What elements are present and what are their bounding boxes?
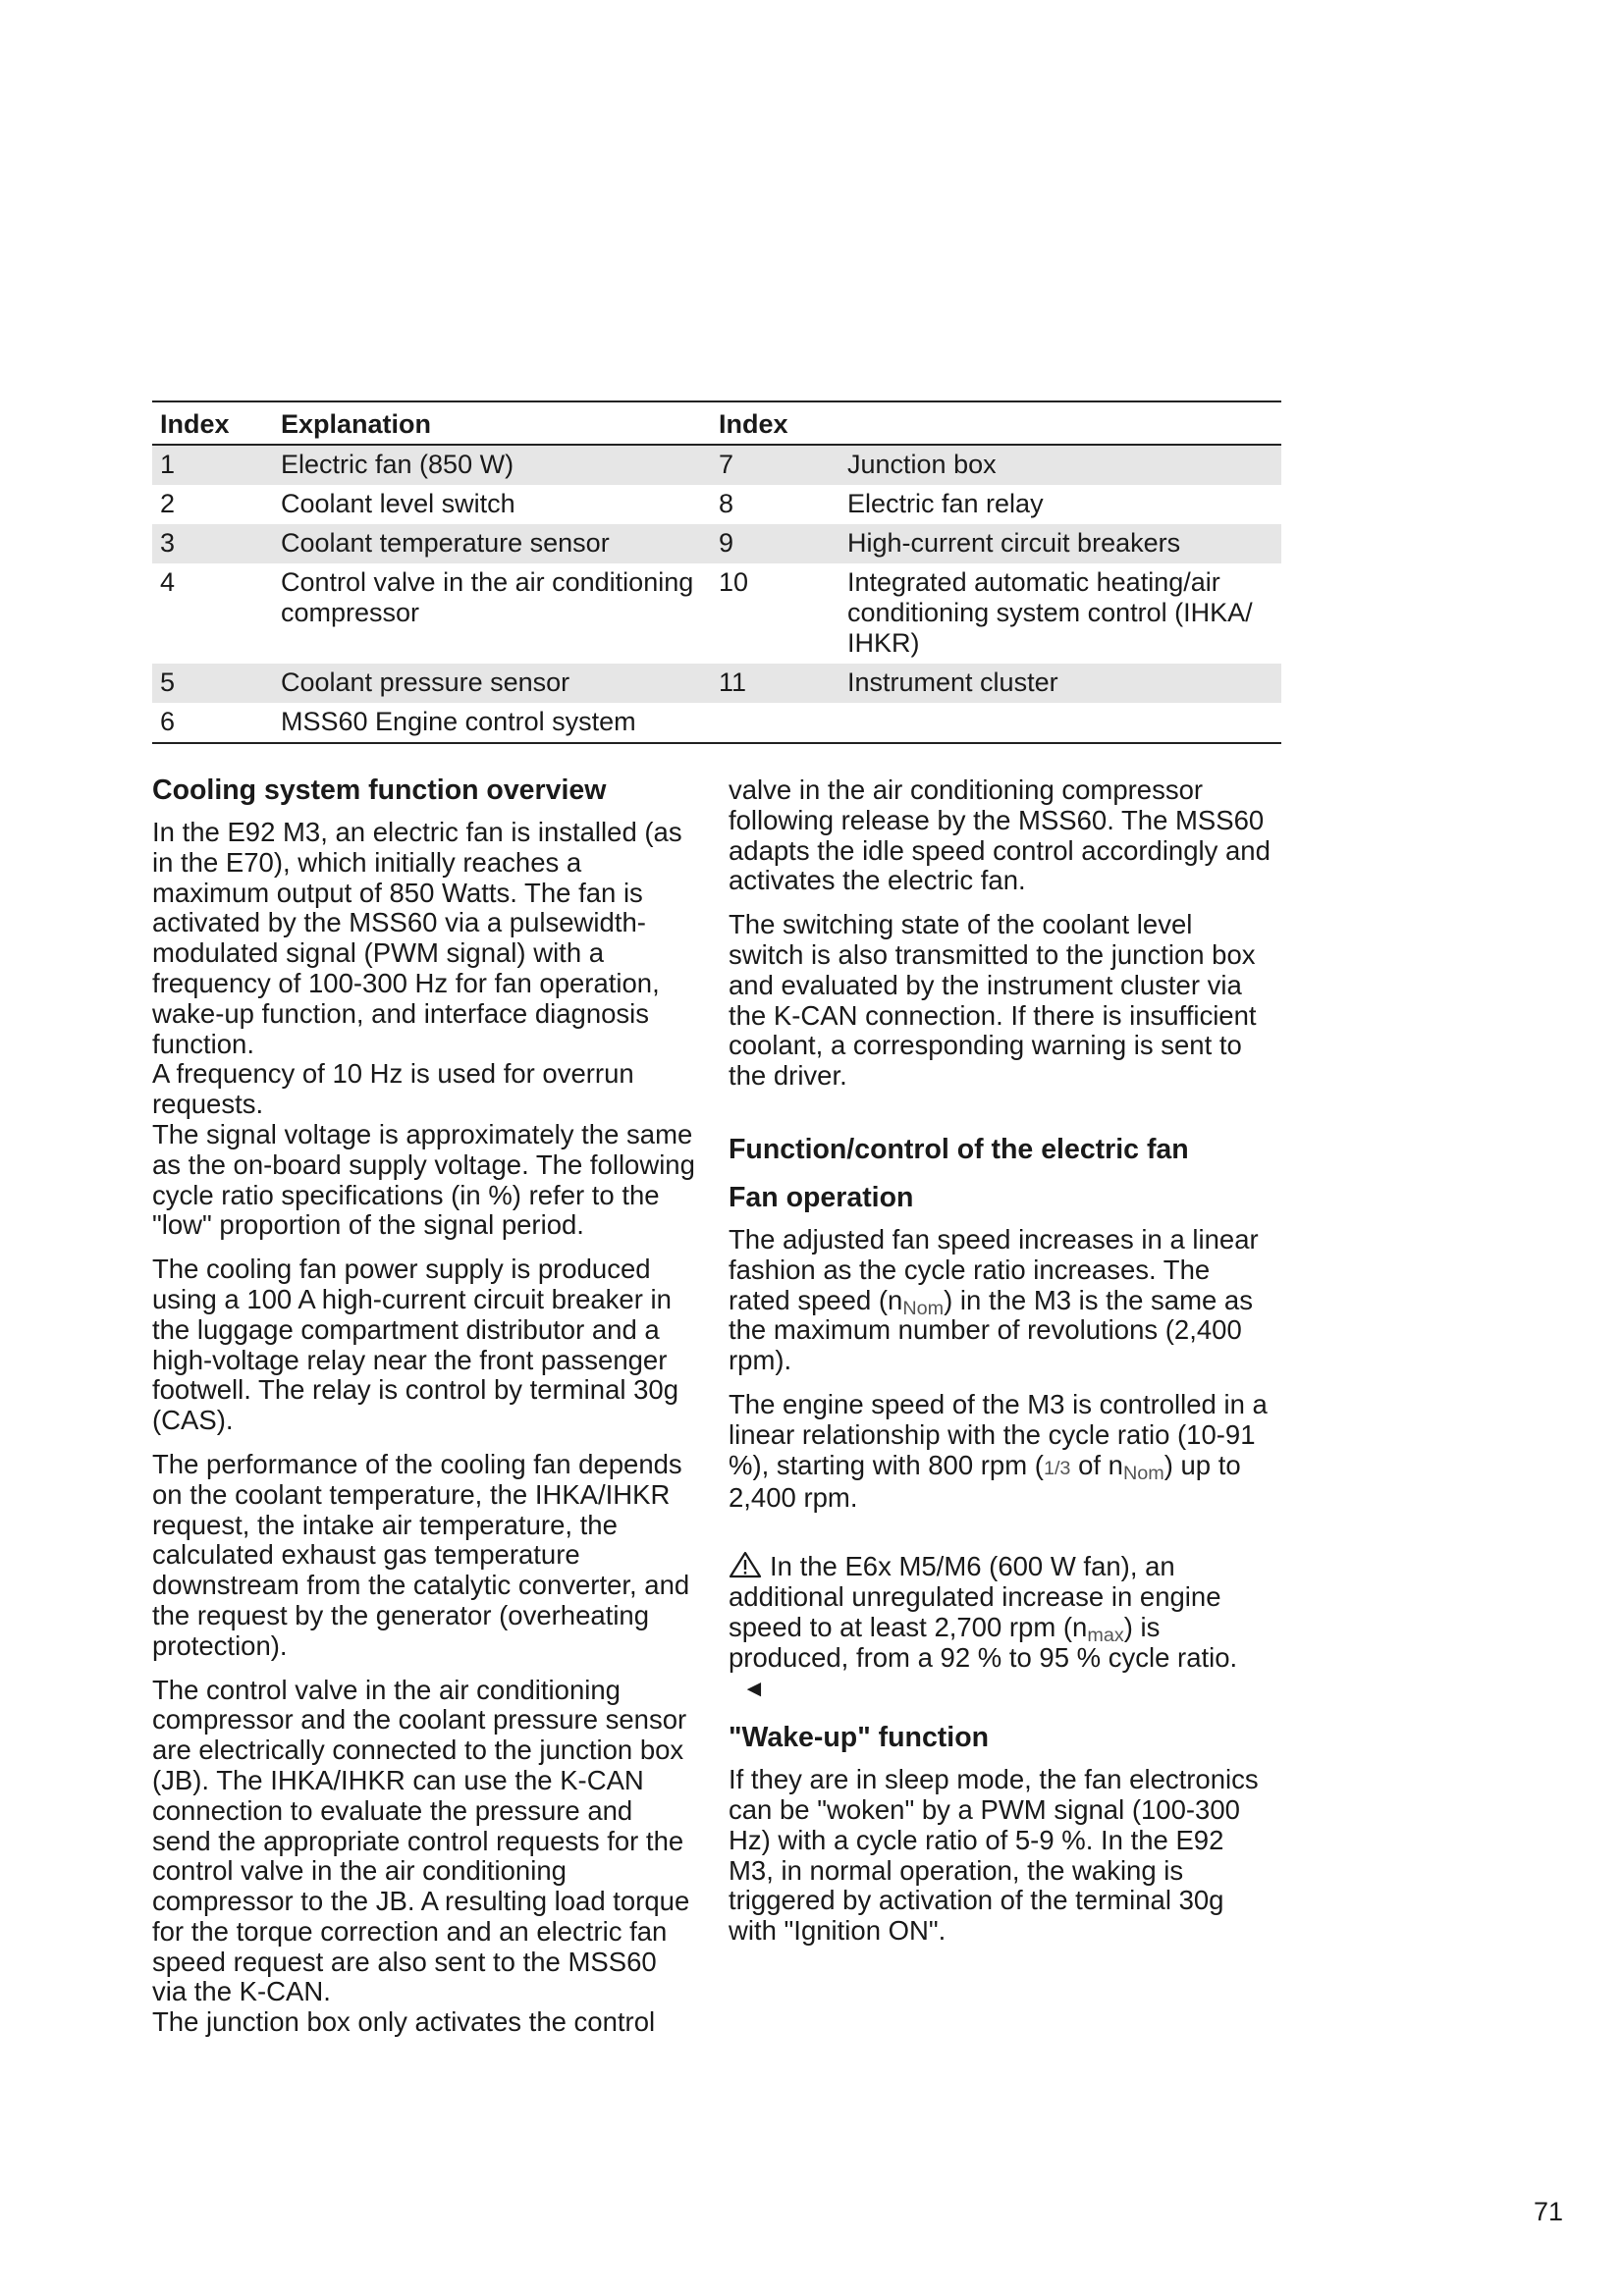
warning-triangle-icon: [729, 1551, 762, 1578]
warning-note: In the E6x M5/M6 (600 W fan), an additional unregulated increase in engine speed to at least 2,700 rpm $(n_{max})$ is produced, from a 92 % to 95 % cycle ratio.◄: [729, 1551, 1273, 1705]
row-explanation-right: [839, 703, 1281, 743]
table-header-row: [152, 401, 1281, 445]
section-heading-cooling-overview: Cooling system function overview: [152, 774, 607, 806]
paragraph: The adjusted fan speed increases in a linear fashion as the cycle ratio increases. The rated speed $(n_{Nom})$ in the M3 is the same as the maximum number of revolutions (2,400 rpm).: [729, 1223, 1259, 1376]
paragraph: valve in the air conditioning compressor following release by the MSS60. The MSS60 adapts the idle speed control accordingly and activates the electric fan.: [729, 774, 1271, 896]
table-row: [152, 485, 1281, 524]
row-index-right: 10: [719, 567, 749, 597]
paragraph: If they are in sleep mode, the fan electronics can be "woken" by a PWM signal (100-300 Hz) with a cycle ratio of 5-9 %. In the E92 M3, in normal operation, the waking is triggered by activation of the terminal 30g with "Ignition ON".: [729, 1764, 1259, 1947]
header-explanation-1: Explanation: [273, 401, 711, 445]
row-explanation-right: Integrated automatic heating/air conditioning system control (IHKA/ IHKR): [847, 567, 1253, 658]
paragraph: The signal voltage is approximately the same as the on-board supply voltage. The following cycle ratio specifications (in %) refer to the "low" proportion of the signal period.: [152, 1118, 695, 1241]
row-index-left: 4: [160, 567, 176, 597]
row-index-left: 3: [152, 524, 273, 563]
paragraph: The switching state of the coolant level switch is also transmitted to the junction box and evaluated by the instrument cluster via the K-CAN connection. If there is insufficient coolant, a corresponding warning is sent to the driver.: [729, 909, 1257, 1092]
table-row: [152, 524, 1281, 563]
row-explanation-left: Coolant level switch: [281, 489, 515, 518]
row-index-left: 6: [152, 703, 273, 743]
row-explanation-left: MSS60 Engine control system: [273, 703, 711, 743]
end-of-note-marker: ◄: [742, 1676, 766, 1703]
row-explanation-left: Control valve in the air conditioning compressor: [281, 567, 694, 627]
row-index-right: [711, 703, 839, 743]
table-row: [152, 703, 1281, 743]
row-explanation-left: Coolant temperature sensor: [273, 524, 711, 563]
paragraph: The junction box only activates the control: [152, 2006, 656, 2038]
row-explanation-left: Coolant pressure sensor: [273, 664, 711, 703]
paragraph: The cooling fan power supply is produced using a 100 A high-current circuit breaker in the luggage compartment distributor and a high-voltage relay near the front passenger footwell. The relay is control by terminal 30g (CAS).: [152, 1254, 678, 1436]
page-number: 71: [1534, 2197, 1564, 2226]
row-index-right: 11: [711, 664, 839, 703]
legend-table: [152, 400, 1281, 744]
paragraph: A frequency of 10 Hz is used for overrun requests.: [152, 1058, 634, 1120]
right-column: [729, 775, 1273, 1960]
row-index-left: 5: [152, 664, 273, 703]
subheading-fan-operation: Fan operation: [729, 1181, 914, 1213]
row-index-left: 2: [160, 489, 176, 518]
row-explanation-right: High-current circuit breakers: [839, 524, 1281, 563]
header-explanation-2: [839, 401, 1281, 445]
row-explanation-right: Instrument cluster: [839, 664, 1281, 703]
paragraph: The control valve in the air conditioning compressor and the coolant pressure sensor are electrically connected to the junction box (JB). The IHKA/IHKR can use the K-CAN connection to evaluate the pressure and send the appropriate control requests for the control valve in the air conditioning compressor to the JB. A resulting load torque for the torque correction and an electric fan speed request are also sent to the MSS60 via the K-CAN.: [152, 1674, 690, 2007]
row-index-right: 8: [719, 489, 734, 518]
row-explanation-right: Electric fan relay: [847, 489, 1044, 518]
header-index-2: Index: [711, 401, 839, 445]
row-index-left: 1: [152, 445, 273, 485]
table-row: [152, 445, 1281, 485]
table-row: [152, 664, 1281, 703]
row-explanation-right: Junction box: [839, 445, 1281, 485]
paragraph: The performance of the cooling fan depends on the coolant temperature, the IHKA/IHKR request, the intake air temperature, the calculated exhaust gas temperature downstream from the catalytic converter, and the request by the generator (overheating protection).: [152, 1448, 690, 1661]
section-heading-electric-fan: Function/control of the electric fan: [729, 1133, 1189, 1165]
table-row: [152, 563, 1281, 664]
row-index-right: 7: [711, 445, 839, 485]
paragraph: In the E92 M3, an electric fan is installed (as in the E70), which initially reaches a maximum output of 850 Watts. The fan is activated by the MSS60 via a pulsewidth-modulated signal (PWM signal) with a frequency of 100-300 Hz for fan operation, wake-up function, and interface diagnosis function.: [152, 817, 682, 1059]
left-column: [152, 775, 697, 2038]
subheading-wake-up: "Wake-up" function: [729, 1722, 990, 1754]
paragraph: The engine speed of the M3 is controlled in a linear relationship with the cycle ratio (10-91 %), starting with 800 rpm (1/3 of $n_{Nom}$) up to 2,400 rpm.: [729, 1388, 1268, 1514]
header-index-1: Index: [152, 401, 273, 445]
row-explanation-left: Electric fan (850 W): [273, 445, 711, 485]
row-index-right: 9: [711, 524, 839, 563]
